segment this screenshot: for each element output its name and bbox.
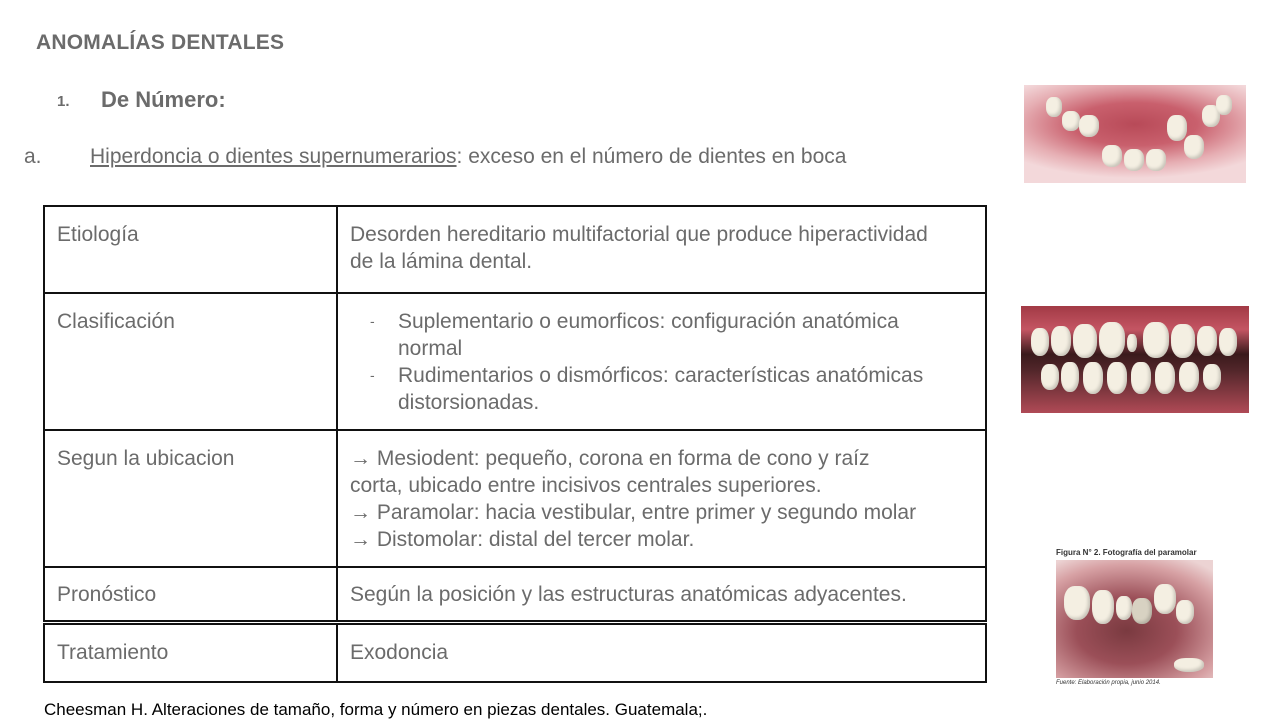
section-number: 1. [57, 93, 70, 110]
bullet-line: normal [398, 337, 463, 360]
table-row [44, 206, 986, 293]
list-item [370, 362, 973, 416]
row-value [337, 206, 986, 293]
row-value [337, 293, 986, 430]
row-key: Pronóstico [44, 567, 337, 623]
bullet-line: Rudimentarios o dismórficos: características anatómicas [398, 364, 924, 387]
bullet-line: distorsionadas. [398, 391, 540, 414]
figure-source: Fuente: Elaboración propia, junio 2014. [1056, 680, 1161, 686]
value-line: Según la posición y las estructuras anatómicas adyacentes. [350, 583, 907, 606]
table-row [44, 623, 986, 683]
value-line: de la lámina dental. [350, 250, 533, 273]
classification-list [350, 308, 973, 416]
row-key: Etiología [44, 206, 337, 293]
citation: Cheesman H. Alteraciones de tamaño, forma y número en piezas dentales. Guatemala;. [44, 700, 708, 719]
row-value [337, 430, 986, 567]
item-term: Hiperdoncia o dientes supernumerarios [90, 145, 457, 168]
list-item [370, 308, 973, 362]
value-line: → Paramolar: hacia vestibular, entre primer y segundo molar [350, 501, 917, 524]
item-letter: a. [24, 145, 42, 168]
section-label: De Número: [101, 87, 226, 112]
item-definition: : exceso en el número de dientes en boca [456, 145, 847, 168]
row-value [337, 623, 986, 683]
value-line: → Mesiodent: pequeño, corona en forma de cono y raíz [350, 447, 870, 470]
bullet-line: Suplementario o eumorficos: configuración anatómica [398, 310, 899, 333]
value-line: Desorden hereditario multifactorial que produce hiperactividad [350, 223, 928, 246]
info-table [43, 205, 987, 683]
dental-photo-paramolar [1056, 560, 1213, 678]
item-line [90, 145, 846, 169]
row-key: Segun la ubicacion [44, 430, 337, 567]
table-row [44, 293, 986, 430]
row-key: Tratamiento [44, 623, 337, 683]
table-row [44, 567, 986, 623]
dental-photo-lower-arch [1024, 85, 1246, 183]
row-value [337, 567, 986, 623]
value-line: → Distomolar: distal del tercer molar. [350, 528, 695, 551]
value-line: Exodoncia [350, 641, 449, 664]
value-line: corta, ubicado entre incisivos centrales superiores. [350, 474, 822, 497]
figure-caption: Figura N° 2. Fotografía del paramolar [1056, 548, 1197, 557]
slide-title: ANOMALÍAS DENTALES [36, 31, 285, 54]
table-row [44, 430, 986, 567]
row-key: Clasificación [44, 293, 337, 430]
dental-photo-frontal [1021, 306, 1249, 413]
